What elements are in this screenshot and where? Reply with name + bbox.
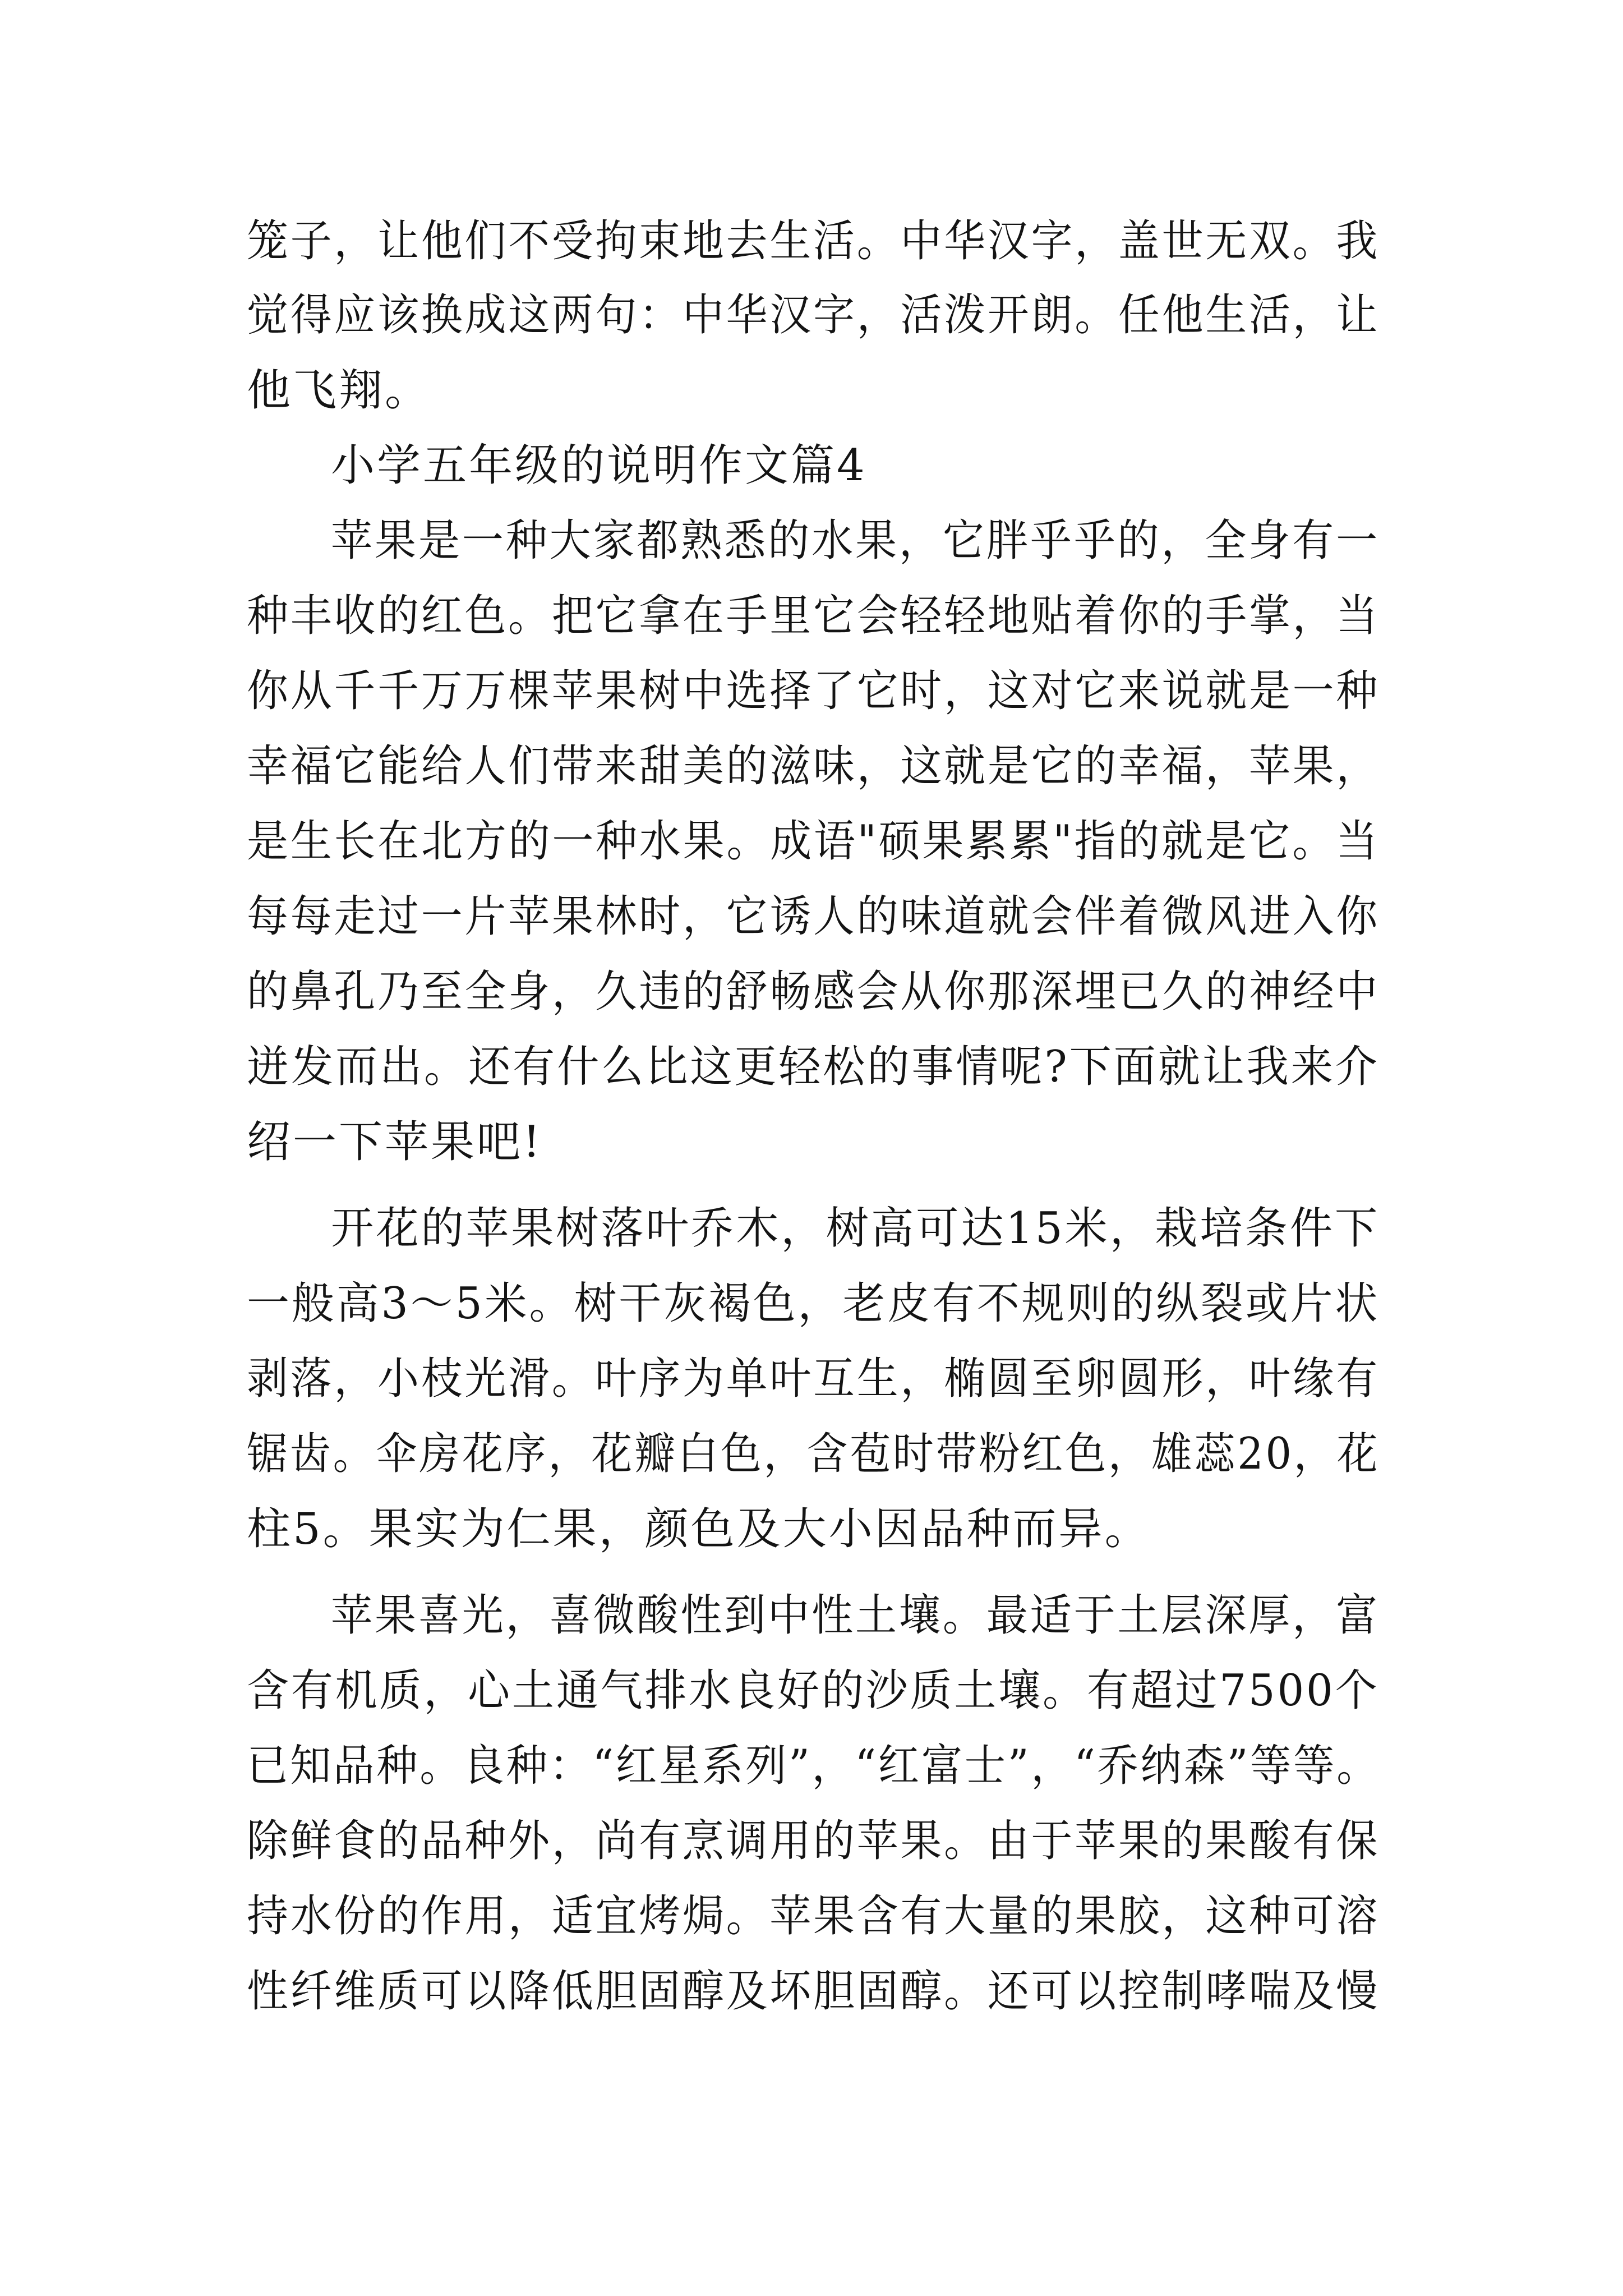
text-line: 笼子，让他们不受拘束地去生活。中华汉字，盖世无双。我 xyxy=(247,216,1380,266)
text-line: 苹果是一种大家都熟悉的水果，它胖乎乎的，全身有一 xyxy=(331,516,1380,566)
section-heading: 小学五年级的说明作文篇4 xyxy=(331,440,867,491)
text-line: 锯齿。伞房花序，花瓣白色，含苞时带粉红色，雄蕊20，花 xyxy=(247,1429,1380,1479)
text-line: 他飞翔。 xyxy=(247,365,431,416)
text-line: 开花的苹果树落叶乔木，树高可达15米，栽培条件下 xyxy=(331,1203,1380,1254)
text-line: 含有机质，心土通气排水良好的沙质土壤。有超过7500个 xyxy=(247,1665,1380,1716)
text-line: 苹果喜光，喜微酸性到中性土壤。最适于土层深厚，富 xyxy=(331,1590,1380,1641)
text-line: 觉得应该换成这两句：中华汉字，活泼开朗。任他生活，让 xyxy=(247,290,1380,341)
text-line: 绍一下苹果吧! xyxy=(247,1117,543,1167)
text-line: 种丰收的红色。把它拿在手里它会轻轻地贴着你的手掌，当 xyxy=(247,591,1380,641)
text-line: 的鼻孔乃至全身，久违的舒畅感会从你那深埋已久的神经中 xyxy=(247,967,1380,1017)
text-line: 已知品种。良种：“红星系列”，“红富士”，“乔纳森”等等。 xyxy=(247,1741,1380,1791)
text-line: 每每走过一片苹果林时，它诱人的味道就会伴着微风进入你 xyxy=(247,891,1380,942)
text-line: 你从千千万万棵苹果树中选择了它时，这对它来说就是一种 xyxy=(247,666,1380,716)
text-line: 是生长在北方的一种水果。成语"硕果累累"指的就是它。当 xyxy=(247,816,1380,867)
text-line: 性纤维质可以降低胆固醇及坏胆固醇。还可以控制哮喘及慢 xyxy=(247,1966,1380,2017)
text-line: 迸发而出。还有什么比这更轻松的事情呢?下面就让我来介 xyxy=(247,1042,1380,1092)
text-line: 持水份的作用，适宜烤焗。苹果含有大量的果胶，这种可溶 xyxy=(247,1891,1380,1941)
text-line: 剥落，小枝光滑。叶序为单叶互生，椭圆至卵圆形，叶缘有 xyxy=(247,1354,1380,1404)
text-line: 一般高3～5米。树干灰褐色，老皮有不规则的纵裂或片状 xyxy=(247,1278,1380,1329)
text-line: 柱5。果实为仁果，颜色及大小因品种而异。 xyxy=(247,1504,1151,1554)
text-line: 除鲜食的品种外，尚有烹调用的苹果。由于苹果的果酸有保 xyxy=(247,1816,1380,1866)
text-line: 幸福它能给人们带来甜美的滋味，这就是它的幸福，苹果， xyxy=(247,741,1380,792)
